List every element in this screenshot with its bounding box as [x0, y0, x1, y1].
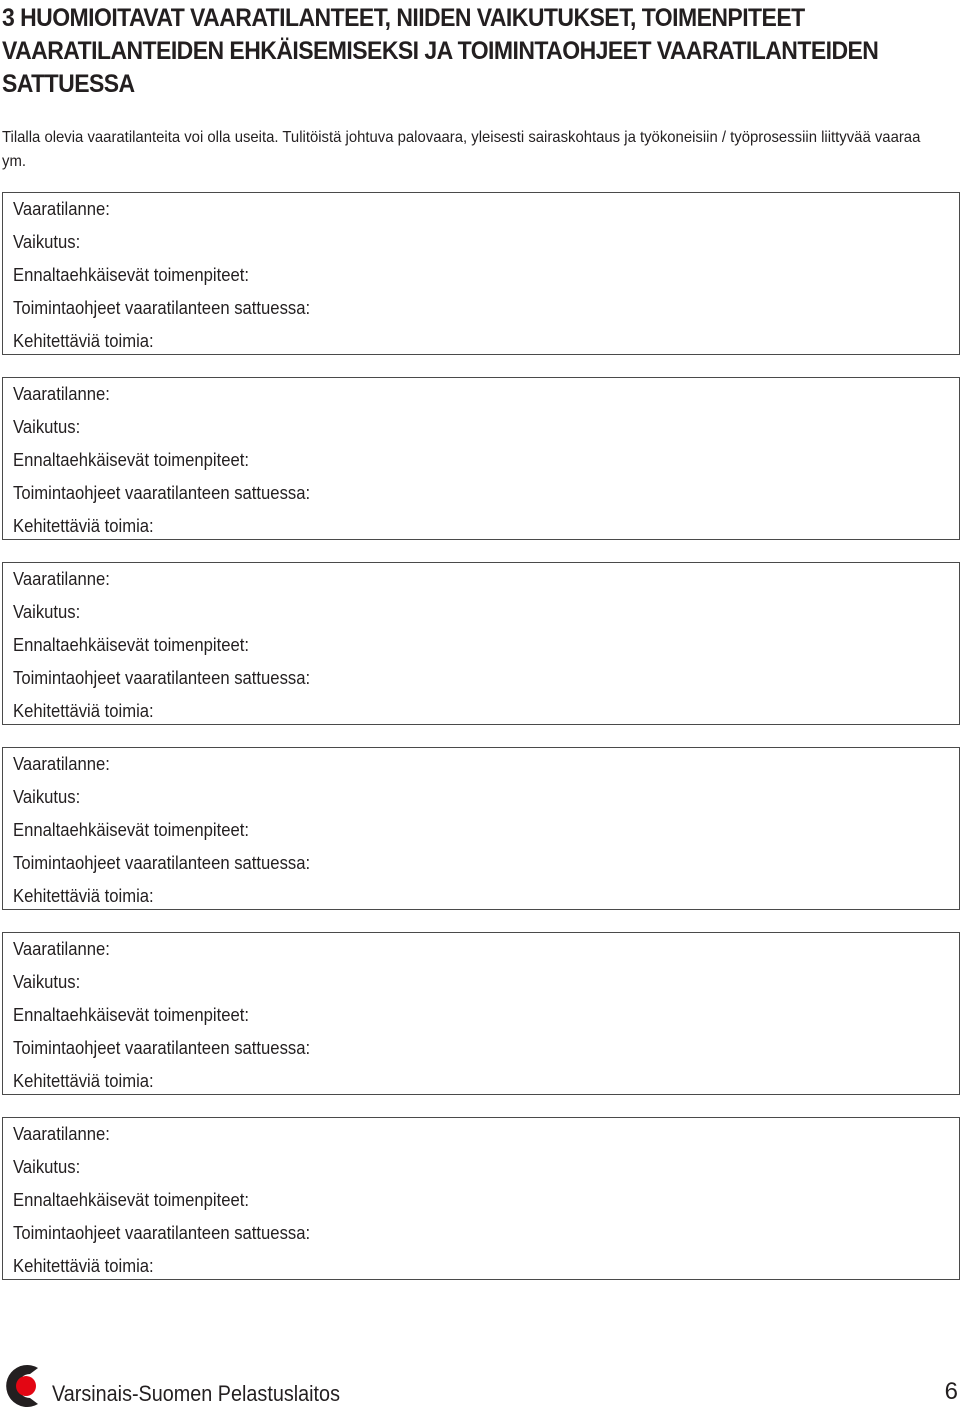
preventive-measures-field[interactable]: Ennaltaehkäisevät toimenpiteet:: [13, 264, 250, 285]
hazard-situation-field[interactable]: Vaaratilanne:: [13, 753, 110, 774]
hazard-form-list: [2, 192, 960, 1302]
page-number: 6: [944, 1378, 958, 1405]
hazard-situation-field[interactable]: Vaaratilanne:: [13, 938, 110, 959]
instructions-field[interactable]: Toimintaohjeet vaaratilanteen sattuessa:: [13, 1222, 311, 1243]
preventive-measures-field[interactable]: Ennaltaehkäisevät toimenpiteet:: [13, 1189, 250, 1210]
hazard-form-box: [2, 192, 960, 355]
improvements-field[interactable]: Kehitettäviä toimia:: [13, 515, 154, 536]
preventive-measures-field[interactable]: Ennaltaehkäisevät toimenpiteet:: [13, 819, 250, 840]
hazard-form-box: [2, 377, 960, 540]
preventive-measures-field[interactable]: Ennaltaehkäisevät toimenpiteet:: [13, 1004, 250, 1025]
instructions-field[interactable]: Toimintaohjeet vaaratilanteen sattuessa:: [13, 667, 311, 688]
hazard-situation-field[interactable]: Vaaratilanne:: [13, 383, 110, 404]
instructions-field[interactable]: Toimintaohjeet vaaratilanteen sattuessa:: [13, 482, 311, 503]
heading-line: SATTUESSA: [2, 70, 135, 98]
hazard-form-box: [2, 747, 960, 910]
improvements-field[interactable]: Kehitettäviä toimia:: [13, 1255, 154, 1276]
preventive-measures-field[interactable]: Ennaltaehkäisevät toimenpiteet:: [13, 449, 250, 470]
instructions-field[interactable]: Toimintaohjeet vaaratilanteen sattuessa:: [13, 1037, 311, 1058]
heading-line: VAARATILANTEIDEN EHKÄISEMISEKSI JA TOIMINTAOHJEET VAARATILANTEIDEN: [2, 37, 879, 65]
preventive-measures-field[interactable]: Ennaltaehkäisevät toimenpiteet:: [13, 634, 250, 655]
hazard-form-box: [2, 1117, 960, 1280]
improvements-field[interactable]: Kehitettäviä toimia:: [13, 700, 154, 721]
intro-paragraph: Tilalla olevia vaaratilanteita voi olla useita. Tulitöistä johtuva palovaara, yleisesti sairaskohtaus ja työkoneisiin / työprosessiin liittyvää vaaraa ym.: [2, 129, 921, 170]
instructions-field[interactable]: Toimintaohjeet vaaratilanteen sattuessa:: [13, 852, 311, 873]
effect-field[interactable]: Vaikutus:: [13, 1156, 81, 1177]
hazard-situation-field[interactable]: Vaaratilanne:: [13, 1123, 110, 1144]
improvements-field[interactable]: Kehitettäviä toimia:: [13, 330, 154, 351]
effect-field[interactable]: Vaikutus:: [13, 601, 81, 622]
hazard-form-box: [2, 932, 960, 1095]
organization-name: Varsinais-Suomen Pelastuslaitos: [52, 1381, 340, 1406]
hazard-form-box: [2, 562, 960, 725]
effect-field[interactable]: Vaikutus:: [13, 416, 81, 437]
rescue-department-logo-icon: [2, 1362, 44, 1410]
improvements-field[interactable]: Kehitettäviä toimia:: [13, 885, 154, 906]
effect-field[interactable]: Vaikutus:: [13, 231, 81, 252]
instructions-field[interactable]: Toimintaohjeet vaaratilanteen sattuessa:: [13, 297, 311, 318]
hazard-situation-field[interactable]: Vaaratilanne:: [13, 198, 110, 219]
improvements-field[interactable]: Kehitettäviä toimia:: [13, 1070, 154, 1091]
heading-line: 3 HUOMIOITAVAT VAARATILANTEET, NIIDEN VAIKUTUKSET, TOIMENPITEET: [2, 4, 805, 32]
page-heading: [2, 2, 879, 101]
effect-field[interactable]: Vaikutus:: [13, 971, 81, 992]
hazard-situation-field[interactable]: Vaaratilanne:: [13, 568, 110, 589]
effect-field[interactable]: Vaikutus:: [13, 786, 81, 807]
